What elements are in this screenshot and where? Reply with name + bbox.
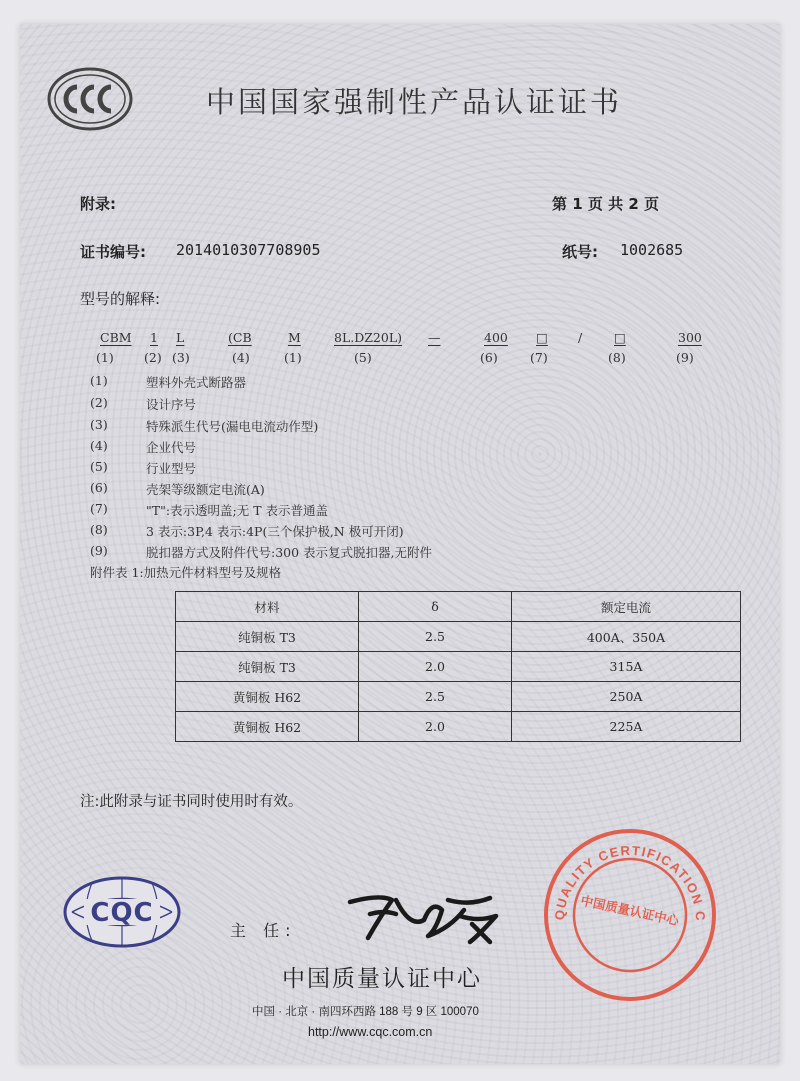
model-index: (5): [354, 350, 372, 365]
cert-no-label: 证书编号:: [80, 243, 146, 261]
explanation-number: (1): [90, 373, 108, 388]
table-cell: 纯铜板 T3: [176, 622, 359, 652]
explanation-text: 设计序号: [146, 397, 197, 412]
model-part: □: [536, 330, 548, 345]
table-cell: 250A: [512, 682, 741, 712]
page-info: 第 1 页 共 2 页: [552, 195, 659, 213]
model-index: (8): [608, 350, 626, 365]
explanation-number: (3): [90, 417, 108, 432]
ccc-logo: [47, 67, 133, 135]
official-seal: [540, 825, 720, 1009]
table-header-row: [176, 592, 741, 622]
organization-name: 中国质量认证中心: [282, 966, 482, 992]
table-cell: 315A: [512, 652, 741, 682]
heating-element-table: [175, 591, 741, 742]
explanation-number: (9): [90, 543, 108, 558]
model-index: (3): [172, 350, 190, 365]
table-cell: 2.0: [359, 712, 512, 742]
validity-note: 注:此附录与证书同时使用时有效。: [80, 794, 303, 810]
model-part: L: [176, 330, 185, 345]
explanation-text: 3 表示:3P,4 表示:4P(三个保护极,N 极可开闭): [146, 524, 404, 539]
explanation-text: 企业代号: [146, 440, 197, 455]
explanation-number: (7): [90, 501, 108, 516]
explanation-text: 脱扣器方式及附件代号:300 表示复式脱扣器,无附件: [146, 545, 433, 560]
table-cell: 黄铜板 H62: [176, 712, 359, 742]
model-index: (2): [144, 350, 162, 365]
table-cell: 2.5: [359, 622, 512, 652]
page-title: 中国国家强制性产品认证证书: [206, 85, 623, 119]
table-header-cell: δ: [359, 592, 512, 622]
seal-inner-text: 中国质量认证中心: [579, 892, 681, 929]
paper-no: 1002685: [620, 241, 684, 259]
appendix-label: 附录:: [80, 195, 116, 213]
explanation-text: 特殊派生代号(漏电电流动作型): [146, 419, 319, 434]
table-cell: 2.5: [359, 682, 512, 712]
table-cell: 纯铜板 T3: [176, 652, 359, 682]
table-cell: 225A: [512, 712, 741, 742]
cqc-logo-text: CQC: [90, 898, 154, 928]
director-signature: [340, 880, 510, 954]
model-part: M: [288, 330, 301, 345]
table-cell: 黄铜板 H62: [176, 682, 359, 712]
model-part: □: [614, 330, 626, 345]
explanation-number: (4): [90, 438, 108, 453]
model-part: (CB: [228, 330, 252, 345]
table-row: [176, 652, 741, 682]
table-cell: 400A、350A: [512, 622, 741, 652]
explanation-number: (6): [90, 480, 108, 495]
svg-text:CHINA QUALITY CERTIFICATION CE: QUALITY CERTIFICATION C: [551, 842, 709, 923]
table-row: [176, 712, 741, 742]
table-header-cell: 额定电流: [512, 592, 741, 622]
model-index: (6): [480, 350, 498, 365]
explanation-number: (8): [90, 522, 108, 537]
model-part: 1: [150, 330, 158, 345]
model-part: CBM: [100, 330, 132, 345]
explanation-text: "T":表示透明盖;无 T 表示普通盖: [146, 503, 329, 518]
cqc-logo: [62, 875, 182, 953]
model-part: —: [428, 330, 441, 345]
table-cell: 2.0: [359, 652, 512, 682]
table-row: [176, 622, 741, 652]
organization-website: http://www.cqc.com.cn: [308, 1025, 433, 1039]
table-header-cell: 材料: [176, 592, 359, 622]
appendix-table-title: 附件表 1:加热元件材料型号及规格: [90, 565, 282, 580]
model-index: (7): [530, 350, 548, 365]
model-index: (9): [676, 350, 694, 365]
organization-address: 中国 · 北京 · 南四环西路 188 号 9 区 100070: [252, 1006, 479, 1018]
model-part: 400: [484, 330, 508, 345]
model-index: (1): [284, 350, 302, 365]
table-row: [176, 682, 741, 712]
explanation-number: (5): [90, 459, 108, 474]
model-index: (4): [232, 350, 250, 365]
explanation-text: 壳架等级额定电流(A): [146, 482, 265, 497]
model-part: 300: [678, 330, 702, 345]
model-part: /: [578, 330, 583, 345]
explanation-number: (2): [90, 395, 108, 410]
model-index: (1): [96, 350, 114, 365]
director-label: 主 任:: [230, 921, 297, 940]
cert-no: 2014010307708905: [176, 241, 321, 259]
model-heading: 型号的解释:: [80, 290, 161, 308]
explanation-text: 塑料外壳式断路器: [146, 375, 247, 390]
paper-no-label: 纸号:: [562, 243, 598, 261]
explanation-text: 行业型号: [146, 461, 197, 476]
model-part: 8L.DZ20L): [334, 330, 403, 345]
